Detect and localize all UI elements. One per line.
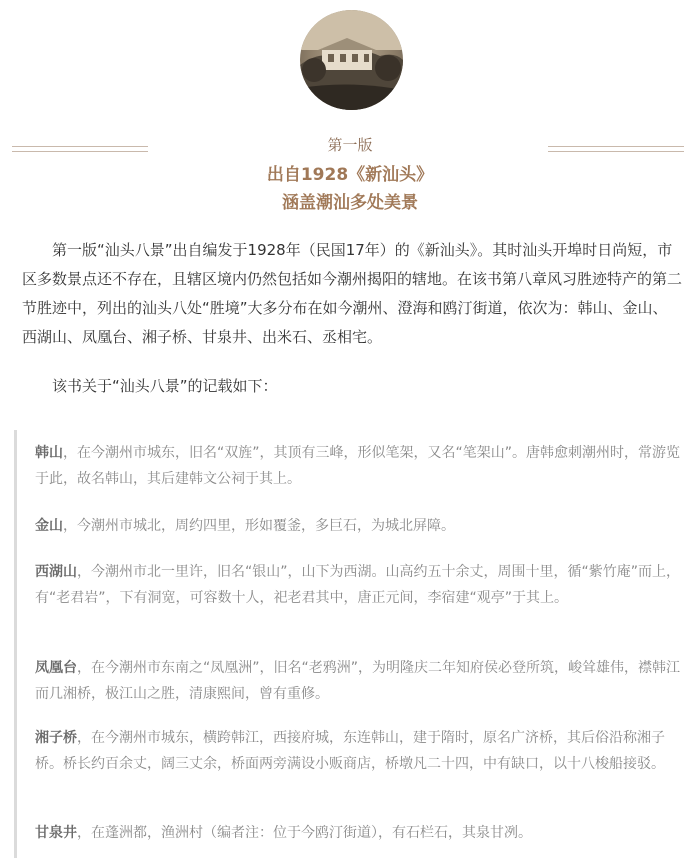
entry-name: 韩山 (35, 445, 63, 461)
entry-text: ，在蓬洲都，渔洲村（编者注：位于今鸥汀街道），有石栏石，其泉甘冽。 (77, 825, 532, 841)
entry-text: ，今潮州市城北，周约四里，形如覆釜，多巨石，为城北屏障。 (63, 518, 455, 534)
entry-text: ，在今潮州市东南之“凤凰洲”，旧名“老鸦洲”，为明隆庆二年知府侯必登所筑，峻耸雄伟，襟韩江而几湘桥，极江山之胜，清康熙间，曾有重修。 (35, 660, 681, 702)
entry-jinshan (35, 513, 690, 539)
entry-text: ，在今潮州市城东，旧名“双旌”，其顶有三峰，形似笔架，又名“笔架山”。唐韩愈刺潮州时，常游览于此，故名韩山，其后建韩文公祠于其上。 (35, 445, 681, 487)
header-photo (300, 10, 403, 110)
entry-name: 湘子桥 (35, 730, 77, 746)
entry-name: 甘泉井 (35, 825, 77, 841)
title-line-1: 出自1928《新汕头》 (266, 165, 434, 185)
entry-name: 西湖山 (35, 564, 77, 580)
decorative-rule-right (548, 146, 684, 152)
entry-text: ，在今潮州市城东，横跨韩江，西接府城，东连韩山，建于隋时，原名广济桥，其后俗沿称湘子桥。桥长约百余丈，阔三丈余，桥面两旁满设小贩商店，桥墩凡二十四，中有缺口，以十八梭船接驳。 (35, 730, 665, 772)
title-line-2: 涵盖潮汕多处美景 (282, 193, 418, 213)
quote-block (14, 430, 693, 858)
entry-hanshan (35, 440, 690, 492)
entry-name: 凤凰台 (35, 660, 77, 676)
intro-paragraph-2: 该书关于“汕头八景”的记载如下： (52, 377, 278, 395)
edition-label: 第一版 (327, 136, 373, 154)
entry-text: ，今潮州市北一里许，旧名“银山”，山下为西湖。山高约五十余丈，周围十里，循“紫竹庵”而上，有“老君岩”，下有洞宽，可容数十人，祀老君其中，唐正元间，李宿建“观亭”于其上。 (35, 564, 681, 606)
entry-fenghuangtai (35, 655, 690, 707)
entry-xihushan (35, 559, 690, 611)
entry-name: 金山 (35, 518, 63, 534)
intro-paragraph-1: 第一版“汕头八景”出自编发于1928年（民国17年）的《新汕头》。其时汕头开埠时日尚短，市区多数景点还不存在，且辖区境内仍然包括如今潮州揭阳的辖地。在该书第八章风习胜迹特产的第二节胜迹中，列出的汕头八处“胜境”大多分布在如今潮州、澄海和鸥汀街道，依次为：韩山、金山、西湖山、凤凰台、湘子桥、甘泉井、出米石、丞相宅。 (22, 241, 683, 346)
entry-ganquanjing (35, 820, 690, 846)
entry-xiangziqiao (35, 725, 690, 777)
